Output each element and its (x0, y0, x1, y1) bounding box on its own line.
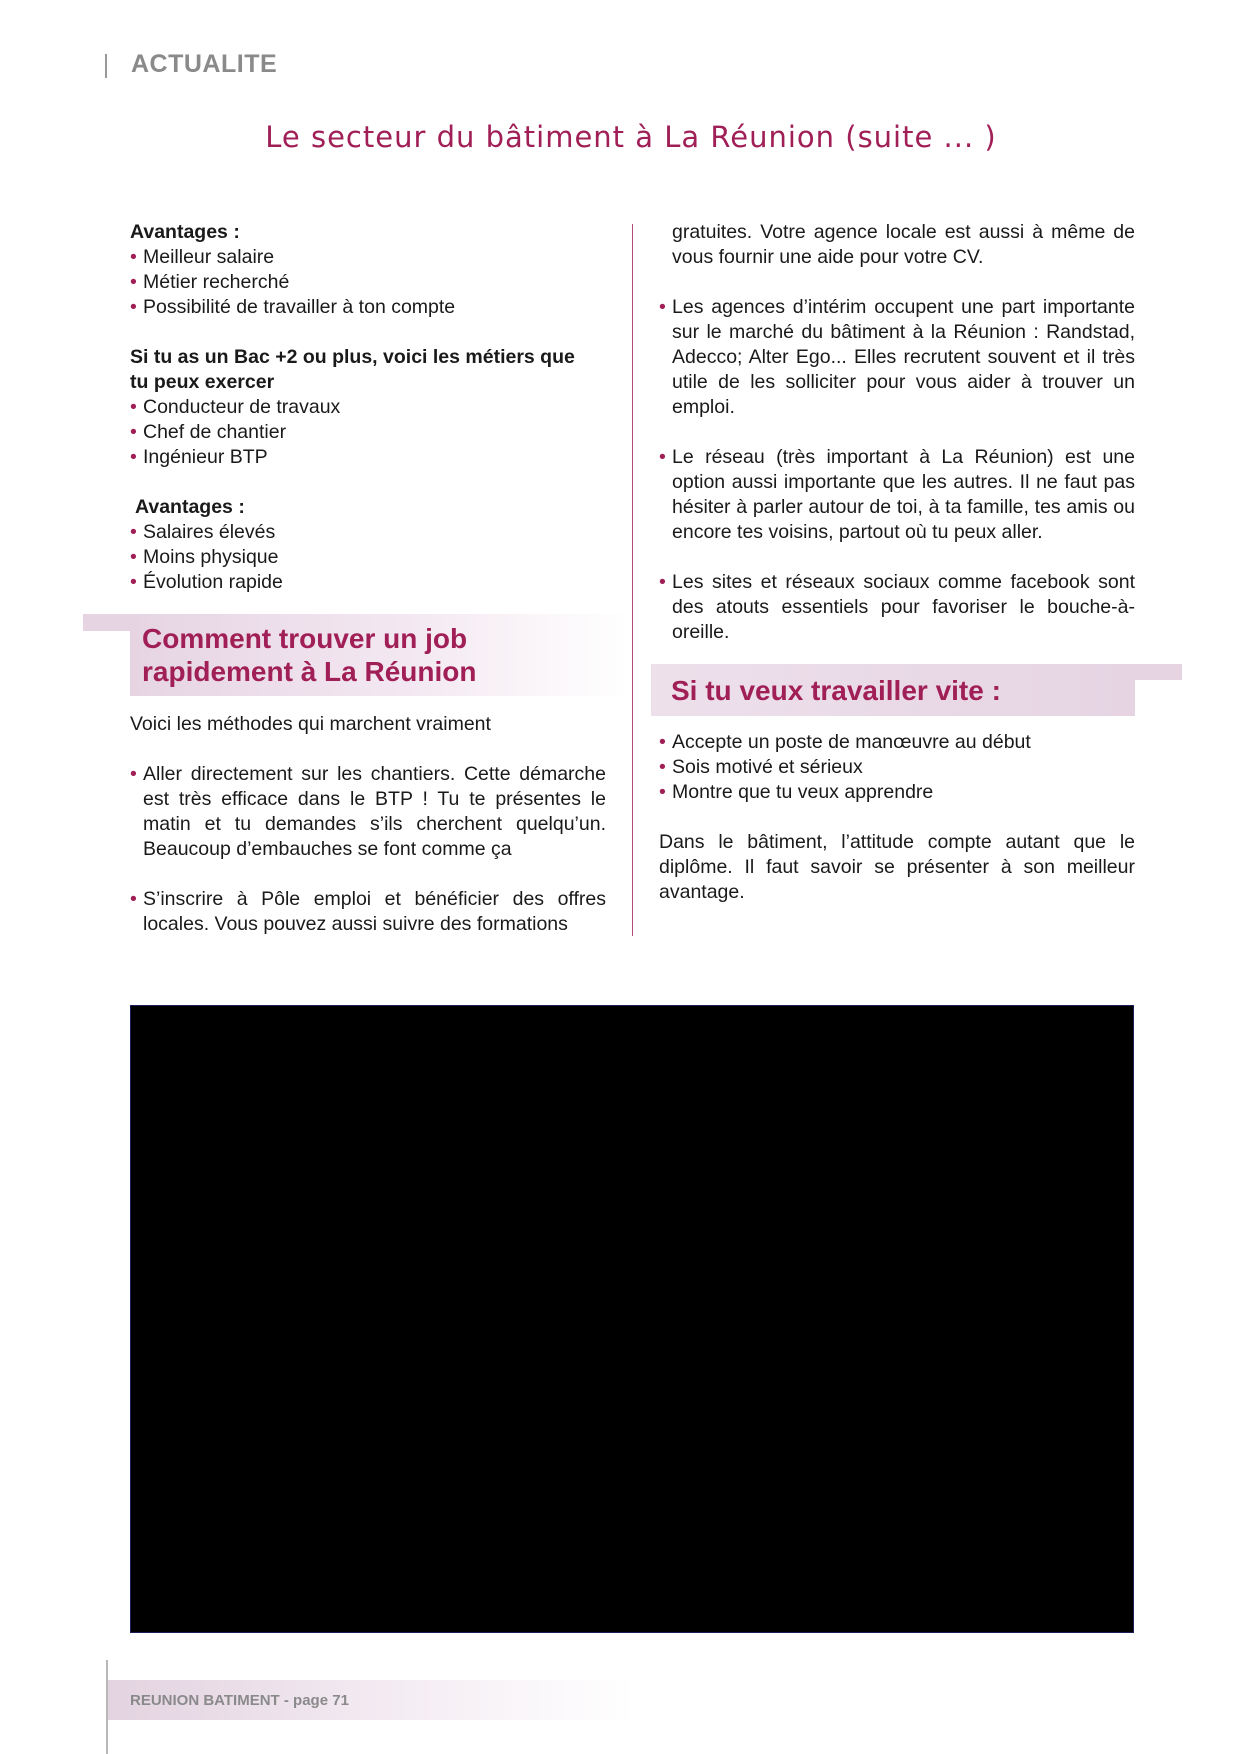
method-item: • S’inscrire à Pôle emploi et bénéficier des offres locales. Vous pouvez aussi suivre des formations (130, 888, 606, 935)
photo-placeholder (130, 1005, 1134, 1633)
right-column (659, 220, 1135, 645)
bullet-icon: • (659, 731, 666, 753)
bullet-icon: • (130, 421, 137, 443)
header-rule (105, 54, 107, 78)
bullet-icon: • (659, 571, 666, 593)
method-item: • Les sites et réseaux sociaux comme facebook sont des atouts essentiels pour favoriser le bouche-à-oreille. (659, 571, 1135, 643)
bullet-icon: • (130, 888, 137, 910)
list-item: • Chef de chantier (130, 421, 287, 443)
list-item: • Sois motivé et sérieux (659, 756, 863, 778)
left-column-methods (130, 712, 606, 937)
advantages-title: Avantages : (130, 221, 240, 243)
methods-intro: Voici les méthodes qui marchent vraiment (130, 713, 491, 735)
left-column (130, 220, 606, 595)
list-item: • Évolution rapide (130, 571, 283, 593)
heading-accent-strip (83, 614, 131, 631)
find-job-heading: Comment trouver un job rapidement à La Réunion (142, 623, 477, 687)
work-fast-heading-box (651, 664, 1135, 716)
bullet-icon: • (130, 296, 137, 318)
list-item: • Meilleur salaire (130, 246, 275, 268)
advantages-title: Avantages : (135, 496, 245, 518)
bullet-icon: • (130, 521, 137, 543)
section-label: ACTUALITE (131, 50, 278, 78)
method-item: • Aller directement sur les chantiers. Cette démarche est très efficace dans le BTP ! Tu te présentes le matin et tu demandes s’ils cherchent quelqu’un. Beaucoup d’embauches se font comme ça (130, 763, 606, 860)
bullet-icon: • (130, 396, 137, 418)
list-item: • Montre que tu veux apprendre (659, 781, 934, 803)
page-title: Le secteur du bâtiment à La Réunion (suite ... ) (265, 120, 997, 154)
bac2-title-line1: Si tu as un Bac +2 ou plus, voici les métiers que (130, 346, 575, 368)
heading-accent-strip (1135, 664, 1182, 680)
list-item: • Métier recherché (130, 271, 290, 293)
bullet-icon: • (659, 756, 666, 778)
list-item: • Salaires élevés (130, 521, 276, 543)
list-item: • Conducteur de travaux (130, 396, 341, 418)
bullet-icon: • (130, 571, 137, 593)
find-job-heading-box (130, 614, 630, 696)
bullet-icon: • (130, 246, 137, 268)
bac2-title-line2: tu peux exercer (130, 371, 275, 393)
list-item: • Ingénieur BTP (130, 446, 268, 468)
column-divider (632, 224, 633, 936)
bullet-icon: • (130, 446, 137, 468)
bullet-icon: • (130, 546, 137, 568)
bullet-icon: • (659, 781, 666, 803)
footer-page-label: REUNION BATIMENT - page 71 (130, 1692, 349, 1709)
bullet-icon: • (659, 296, 666, 318)
list-item: • Possibilité de travailler à ton compte (130, 296, 456, 318)
right-column-tips (659, 730, 1135, 905)
list-item: • Moins physique (130, 546, 279, 568)
method-item: • Les agences d’intérim occupent une part importante sur le marché du bâtiment à la Réunion : Randstad, Adecco; Alter Ego... Elles recrutent souvent et il très utile de les solliciter pour vous aider à trouver un emploi. (659, 296, 1135, 418)
bullet-icon: • (130, 271, 137, 293)
method-item-continued: gratuites. Votre agence locale est aussi à même de vous fournir une aide pour votre CV. (672, 221, 1135, 268)
bullet-icon: • (130, 763, 137, 785)
list-item: • Accepte un poste de manœuvre au début (659, 731, 1031, 753)
bullet-icon: • (659, 446, 666, 468)
work-fast-heading: Si tu veux travailler vite : (671, 675, 1001, 706)
conclusion-paragraph: Dans le bâtiment, l’attitude compte autant que le diplôme. Il faut savoir se présenter à son meilleur avantage. (659, 831, 1135, 903)
method-item: • Le réseau (très important à La Réunion) est une option aussi importante que les autres. Il ne faut pas hésiter à parler autour de toi, à ta famille, tes amis ou encore tes voisins, partout où tu peux aller. (659, 446, 1135, 543)
